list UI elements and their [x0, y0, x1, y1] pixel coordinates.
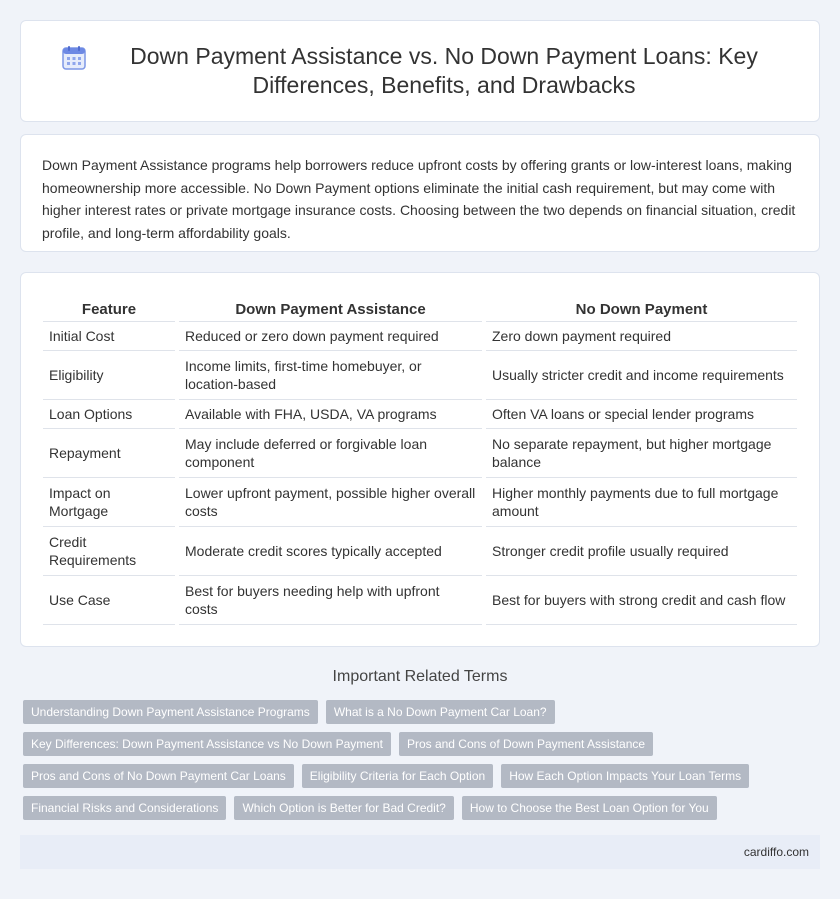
- related-term-link[interactable]: How to Choose the Best Loan Option for You: [462, 796, 717, 820]
- comparison-card: [20, 272, 820, 647]
- intro-paragraph: Down Payment Assistance programs help borrowers reduce upfront costs by offering grants or low-interest loans, making homeownership more accessible. No Down Payment options eliminate the initial cash requirement, but may come with higher interest rates or private mortgage insurance costs. Choosing between the two depends on financial situation, credit profile, and long-term affordability goals.: [42, 157, 796, 241]
- table-row: [43, 526, 797, 575]
- column-header-feature: Feature: [43, 295, 177, 321]
- no-down-payment-cell: Often VA loans or special lender programs: [484, 399, 797, 428]
- related-term-link[interactable]: How Each Option Impacts Your Loan Terms: [501, 764, 749, 788]
- feature-cell: Use Case: [43, 575, 177, 624]
- related-terms-tags: [23, 700, 823, 828]
- feature-cell: Impact on Mortgage: [43, 477, 177, 526]
- related-term-link[interactable]: Eligibility Criteria for Each Option: [302, 764, 493, 788]
- footer: [20, 835, 820, 869]
- site-name[interactable]: cardiffo.com: [743, 845, 809, 859]
- table-header-row: [43, 295, 797, 321]
- assistance-cell: Best for buyers needing help with upfront costs: [177, 575, 484, 624]
- tag-row: [23, 732, 823, 756]
- column-header-assistance: Down Payment Assistance: [177, 295, 484, 321]
- no-down-payment-cell: Usually stricter credit and income requirements: [484, 350, 797, 399]
- no-down-payment-cell: Zero down payment required: [484, 321, 797, 350]
- related-term-link[interactable]: Which Option is Better for Bad Credit?: [234, 796, 453, 820]
- assistance-cell: May include deferred or forgivable loan component: [177, 428, 484, 477]
- feature-cell: Loan Options: [43, 399, 177, 428]
- feature-cell: Credit Requirements: [43, 526, 177, 575]
- table-row: [43, 575, 797, 624]
- assistance-cell: Income limits, first-time homebuyer, or location-based: [177, 350, 484, 399]
- tag-row: [23, 796, 823, 820]
- feature-cell: Repayment: [43, 428, 177, 477]
- related-term-link[interactable]: Pros and Cons of Down Payment Assistance: [399, 732, 653, 756]
- table-row: [43, 350, 797, 399]
- assistance-cell: Available with FHA, USDA, VA programs: [177, 399, 484, 428]
- intro-card: [20, 134, 820, 252]
- feature-cell: Eligibility: [43, 350, 177, 399]
- no-down-payment-cell: No separate repayment, but higher mortgage balance: [484, 428, 797, 477]
- table-row: [43, 477, 797, 526]
- assistance-cell: Moderate credit scores typically accepted: [177, 526, 484, 575]
- title-wrap: [21, 42, 819, 100]
- no-down-payment-cell: Stronger credit profile usually required: [484, 526, 797, 575]
- related-terms-title: Important Related Terms: [332, 668, 508, 685]
- table-row: [43, 321, 797, 350]
- assistance-cell: Lower upfront payment, possible higher overall costs: [177, 477, 484, 526]
- feature-cell: Initial Cost: [43, 321, 177, 350]
- table-row: [43, 399, 797, 428]
- related-term-link[interactable]: Key Differences: Down Payment Assistance vs No Down Payment: [23, 732, 391, 756]
- page-title: Down Payment Assistance vs. No Down Payment Loans: Key Differences, Benefits, and Drawbacks: [130, 43, 758, 98]
- no-down-payment-cell: Best for buyers with strong credit and cash flow: [484, 575, 797, 624]
- no-down-payment-cell: Higher monthly payments due to full mortgage amount: [484, 477, 797, 526]
- related-term-link[interactable]: Understanding Down Payment Assistance Programs: [23, 700, 318, 724]
- assistance-cell: Reduced or zero down payment required: [177, 321, 484, 350]
- table-row: [43, 428, 797, 477]
- related-term-link[interactable]: Pros and Cons of No Down Payment Car Loans: [23, 764, 294, 788]
- tag-row: [23, 764, 823, 788]
- column-header-no-down-payment: No Down Payment: [484, 295, 797, 321]
- related-term-link[interactable]: What is a No Down Payment Car Loan?: [326, 700, 555, 724]
- title-card: [20, 20, 820, 122]
- tag-row: [23, 700, 823, 724]
- comparison-table: [43, 295, 797, 625]
- related-term-link[interactable]: Financial Risks and Considerations: [23, 796, 226, 820]
- calendar-icon: [61, 45, 87, 71]
